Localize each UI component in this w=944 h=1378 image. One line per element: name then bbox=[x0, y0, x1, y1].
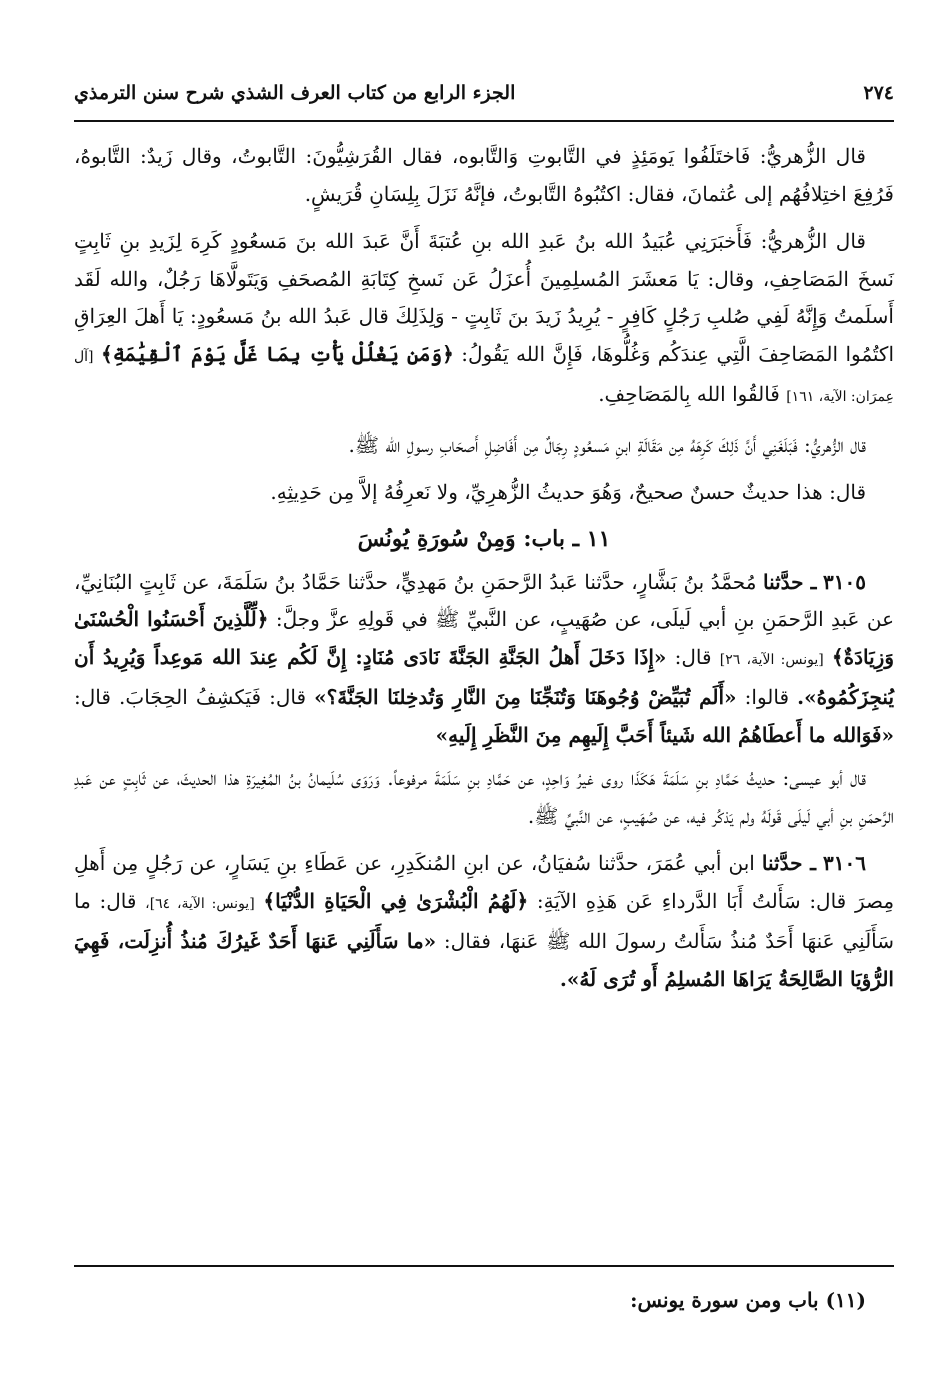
hadith-text: قال: bbox=[674, 644, 712, 669]
prophetic-statement: «إِذَا دَخَلَ أَهلُ الجَنَّةِ الجَنَّةَ نَادَى مُنَادٍ: إِنَّ لَكُم عِندَ الله مَوعِداً وَيُرِيدُ أَن يُنجِزَكُمُوهُ». bbox=[74, 644, 895, 709]
paragraph-grading: قال: هذا حديثٌ حسنٌ صحيحٌ، وَهُوَ حديثُ الزُّهرِيِّ، ولا نَعرِفُهُ إلاَّ مِن حَدِيثِهِ. bbox=[270, 480, 866, 504]
hadith-text: مُحمَّدُ بنُ بَشَّارٍ، حدَّثنا عَبدُ الرَّحمَنِ بنُ مَهدِيٍّ، حدَّثنا حَمَّادُ بنُ سَلَمَةَ، عن ثَابِتٍ البُنَانِيِّ، عن عَبدِ الرَّحمَنِ بنِ أبي لَيلَى، عن صُهَيبٍ، عن النَّبيِّ ﷺ في قَولِهِ عزَّ وجلَّ: bbox=[74, 569, 895, 631]
chapter-heading: ١١ ـ باب: وَمِنْ سُورَةِ يُونُسَ bbox=[357, 525, 611, 552]
quran-verse: ﴿لِّلَّذِينَ أَحْسَنُوا الْحُسْنَىٰ وَزِيَادَةٌ﴾ bbox=[74, 607, 894, 669]
paragraph-zuhri-balaghani: قال الزُّهريُّ: فَبَلَغَنِي أَنَّ ذَلِكَ كَرِهَهُ مِن مَقَالَةِ ابنِ مَسعُودٍ رِجَالٌ مِن أَفَاضِلِ أَصحَابِ رسولِ الله ﷺ. bbox=[348, 432, 866, 457]
page-body bbox=[74, 138, 894, 1008]
hadith-text: قال: فَيَكشِفُ الحِجَابَ. قال: bbox=[74, 685, 307, 709]
prophetic-statement: «فَوَالله ما أَعطَاهُمُ الله شَيئاً أَحَبَّ إِلَيهِم مِنَ النَّظَرِ إِلَيهِ» bbox=[435, 722, 894, 747]
paragraph-ibn-masud bbox=[74, 223, 894, 417]
quran-verse: ﴿لَهُمُ الْبُشْرَىٰ فِي الْحَيَاةِ الدُّنْيَا﴾ bbox=[263, 888, 529, 913]
running-title: الجزء الرابع من كتاب العرف الشذي شرح سنن الترمذي bbox=[74, 82, 516, 104]
prophetic-statement: «أَلَم تُبَيِّضْ وُجُوهَنَا وَتُنَجِّنَا مِنَ النَّارِ وَتُدخِلنَا الجَنَّةَ؟» bbox=[314, 685, 737, 709]
hadith-text: قالوا: bbox=[744, 685, 790, 709]
footnote-heading: (١١) باب ومن سورة يونس: bbox=[630, 1288, 866, 1312]
paragraph-text: قال الزُّهريُّ: فَأَخبَرَنِي عُبَيدُ الله بنُ عَبدِ الله بنِ عُتبَةَ أَنَّ عَبدَ الله بنَ مَسعُودٍ كَرِهَ لِزَيدِ بنِ ثَابِتٍ نَسخَ المَصَاحِفِ، وقال: يَا مَعشَرَ المُسلِمِينَ أُعزَلُ عَن نَسخِ كِتَابَةِ المُصحَفِ وَيَتَولَّاهَا رَجُلٌ، والله لَقَد أَسلَمتُ وَإِنَّهُ لَفِي صُلبِ رَجُلٍ كَافِرٍ - يُرِيدُ زَيدَ بنَ ثَابِتٍ - وَلِذَلِكَ قال عَبدُ الله بنُ مَسعُودٍ: يَا أَهلَ العِرَاقِ اكتُمُوا المَصَاحِفَ الَّتِي عِندَكُم وَغُلُّوهَا، فَإِنَّ الله يَقُولُ: bbox=[74, 229, 895, 366]
hadith-3105 bbox=[74, 564, 894, 755]
hadith-number: ٣١٠٦ bbox=[823, 851, 866, 875]
page-header bbox=[74, 70, 894, 116]
hadith-text: ابن أبي عُمَرَ، حدَّثنا سُفيَانُ، عن ابنِ المُنكَدِرِ، عن عَطَاءِ بنِ يَسَارٍ، عن رَجُلٍ مِن أَهلِ مِصرَ قال: سَأَلتُ أَبَا الدَّرداءِ عَن هَذِهِ الآيَةِ: bbox=[74, 851, 895, 913]
hadith-keyword: ـ حدَّثنا bbox=[761, 851, 816, 875]
hadith-text: قال: ما سَأَلَنِي عَنهَا أَحَدٌ مُنذُ سَأَلتُ رسولَ الله ﷺ عَنهَا، فقال: bbox=[74, 888, 895, 953]
header-divider bbox=[74, 120, 894, 122]
paragraph-text: فَالقُوا الله بِالمَصَاحِفِ. bbox=[598, 382, 780, 406]
paragraph-abu-isa: قال أبو عيسى: حديثُ حَمَّادِ بنِ سَلَمَةَ هَكَذَا روى غيرُ وَاحِدٍ، عن حَمَّادِ بنِ سَلَمَةَ مرفوعاً. وَرَوَى سُلَيمانُ بنُ المُغِيرَةِ هذا الحديثَ، عن ثَابِتٍ عن عَبدِ الرَّحمَنِ بنِ أبي لَيلَى قَولَهُ ولم يَذكُر فيه، عن صُهَيبٍ، عن النَّبيِّ ﷺ. bbox=[74, 766, 894, 828]
hadith-number: ٣١٠٥ bbox=[823, 569, 867, 594]
footnote-divider bbox=[74, 1265, 894, 1267]
verse-reference: [يونس: الآية، ٢٦] bbox=[719, 651, 824, 668]
verse-reference: [آل عِمرَان: الآية، ١٦١] bbox=[74, 348, 894, 405]
prophetic-statement: «ما سَأَلَنِي عَنهَا أَحَدٌ غَيرُكَ مُنذُ أُنزِلَت، فَهِيَ الرُّؤيَا الصَّالِحَةُ يَرَاهَا المُسلِمُ أَو تُرَى لَهُ». bbox=[74, 929, 894, 991]
quran-verse: ﴿وَمَن يَغْلُلْ يَأْتِ بِمَا غَلَّ يَوْمَ ٱلْقِيَٰمَةِ﴾ bbox=[100, 341, 454, 366]
verse-reference: [يونس: الآية، ٦٤]، bbox=[145, 895, 255, 912]
hadith-keyword: ـ حدَّثنا bbox=[762, 569, 817, 594]
hadith-3106 bbox=[74, 845, 894, 998]
paragraph-zuhri-tabut: قال الزُّهريُّ: فَاختَلَفُوا يَومَئِذٍ في التَّابوتِ وَالتَّابوه، فقال القُرَشِيُّونَ: التَّابوتُ، وقال زَيدٌ: التَّابوهُ، فَرُفِعَ اختِلافُهُم إلى عُثمانَ، فقال: اكتُبُوهُ التَّابوتُ، فإنَّهُ نَزَلَ بِلِسَانِ قُرَيشٍ. bbox=[74, 144, 894, 206]
page-number: ٢٧٤ bbox=[863, 82, 894, 104]
